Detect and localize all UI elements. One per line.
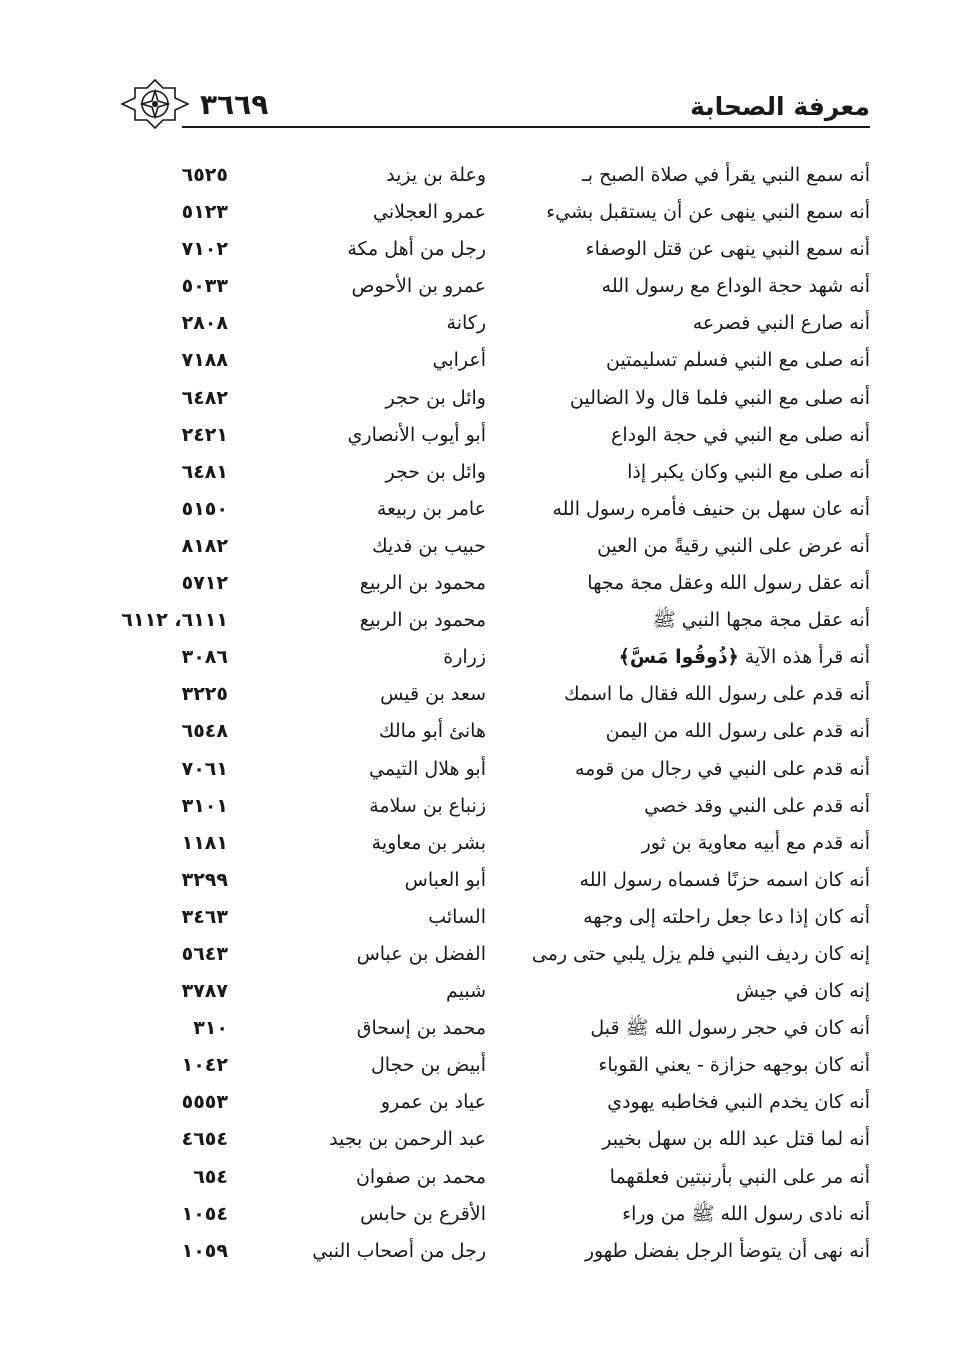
hadith-number: ٣٢٢٥: [181, 683, 228, 706]
narrator-name: أبو أيوب الأنصاري: [347, 423, 486, 446]
narrator-name: رجل من أصحاب النبي: [312, 1239, 486, 1262]
narrator-name: هانئ أبو مالك: [378, 720, 486, 743]
table-row: [118, 1234, 870, 1271]
hadith-text: [580, 867, 870, 893]
hadith-text: [532, 941, 870, 967]
narrator-name: وائل بن حجر: [385, 460, 486, 483]
table-row: [118, 1160, 870, 1197]
narrator-name: وعلة بن يزيد: [386, 164, 486, 186]
narrator-name: عمرو العجلاني: [373, 201, 486, 224]
narrator-name: أبو العباس: [404, 868, 486, 891]
hadith-text-main: أنه عان سهل بن حنيف فأمره رسول الله: [552, 497, 870, 520]
hadith-text: [583, 904, 870, 930]
ornament-icon: [118, 78, 192, 130]
hadith-text: [622, 1201, 870, 1227]
hadith-text-main: أنه شهد حجة الوداع مع رسول الله: [601, 275, 870, 298]
hadith-number: ٦٥٤٨: [181, 720, 228, 743]
hadith-text: [736, 978, 870, 1004]
hadith-text-main: أنه قرأ هذه الآية: [744, 646, 870, 669]
hadith-text: [587, 570, 870, 596]
hadith-text: [570, 385, 870, 411]
hadith-text-main: أنه لما قتل عبد الله بن سهل بخيبر: [602, 1128, 870, 1151]
hadith-text: [610, 1164, 870, 1190]
hadith-text-main: إنه كان رديف النبي فلم يزل يلبي حتى رمى: [531, 942, 870, 965]
hadith-text: [546, 199, 870, 225]
index-table: [118, 158, 870, 1271]
narrator-name: السائب: [428, 905, 486, 928]
hadith-text-main: أنه كان في حجر رسول الله ﷺ قبل: [590, 1017, 870, 1040]
hadith-text: [693, 310, 870, 336]
hadith-text-main: أنه صارع النبي فصرعه: [692, 312, 870, 335]
hadith-text: [644, 793, 870, 819]
hadith-number: ٢٤٢١: [181, 423, 228, 446]
narrator-name: أبو هلال التيمي: [369, 757, 486, 780]
table-row: [118, 566, 870, 603]
hadith-number: ٦٤٨٢: [181, 386, 228, 409]
narrator-name: شبيم: [445, 980, 486, 1003]
table-row: [118, 492, 870, 529]
table-row: [118, 603, 870, 640]
hadith-text: [598, 1052, 870, 1078]
hadith-number: ٣٧٨٧: [181, 980, 228, 1003]
narrator-name: عامر بن ربيعة: [376, 497, 486, 520]
quran-verse: ﴿ذُوقُوا مَسَّ﴾: [618, 646, 739, 669]
table-row: [118, 1011, 870, 1048]
table-row: [118, 677, 870, 714]
table-row: [118, 789, 870, 826]
narrator-name: محمد بن صفوان: [355, 1165, 486, 1188]
hadith-text: [564, 681, 870, 707]
hadith-number: ٦٥٢٥: [181, 164, 228, 186]
table-row: [118, 529, 870, 566]
hadith-text: [575, 756, 870, 782]
hadith-number: ١٠٤٢: [181, 1054, 228, 1077]
hadith-number: ٥٥٥٣: [181, 1091, 228, 1114]
hadith-text-main: أنه صلى مع النبي فسلم تسليمتين: [605, 349, 870, 372]
table-row: [118, 306, 870, 343]
hadith-number: ٣٤٦٣: [181, 905, 228, 928]
table-row: [118, 937, 870, 974]
table-row: [118, 158, 870, 195]
hadith-number: ٧١٨٨: [181, 349, 228, 372]
hadith-text-main: أنه كان إذا دعا جعل راحلته إلى وجهه: [583, 905, 870, 928]
narrator-name: زرارة: [443, 646, 486, 669]
hadith-text-main: أنه قدم على رسول الله فقال ما اسمك: [563, 683, 870, 706]
header-rule: [182, 126, 870, 128]
narrator-name: زنباع بن سلامة: [369, 794, 486, 817]
hadith-text-main: أنه قدم مع أبيه معاوية بن ثور: [641, 831, 870, 854]
hadith-number: ٦٥٤: [193, 1165, 228, 1188]
hadith-text-main: أنه صلى مع النبي في حجة الوداع: [611, 423, 870, 446]
hadith-text: [602, 1126, 870, 1152]
narrator-name: حبيب بن فديك: [371, 534, 486, 557]
table-row: [118, 418, 870, 455]
hadith-number: ٣١٠: [193, 1017, 228, 1040]
hadith-number: ٣٢٩٩: [181, 868, 228, 891]
hadith-text-main: أنه كان بوجهه حزازة - يعني القوباء: [598, 1054, 870, 1077]
book-title: معرفة الصحابة: [690, 92, 870, 121]
table-row: [118, 640, 870, 677]
hadith-text-main: أنه قدم على النبي وقد خصي: [644, 794, 870, 817]
hadith-text: [586, 236, 870, 262]
hadith-text: [602, 273, 870, 299]
hadith-number: ٣١٠١: [181, 794, 228, 817]
narrator-name: ركانة: [446, 312, 486, 335]
hadith-text-main: إنه كان في جيش: [735, 980, 870, 1003]
page-header: [118, 78, 870, 130]
hadith-number: ١١٨١: [181, 831, 228, 854]
table-row: [118, 900, 870, 937]
table-row: [118, 195, 870, 232]
narrator-name: الأقرع بن حابس: [360, 1202, 486, 1225]
narrator-name: عبد الرحمن بن بجيد: [329, 1128, 486, 1151]
table-row: [118, 232, 870, 269]
hadith-text: [585, 1238, 870, 1264]
narrator-name: أعرابي: [432, 349, 486, 372]
hadith-text: [611, 422, 870, 448]
table-row: [118, 269, 870, 306]
hadith-number: ٥١٥٠: [181, 497, 228, 520]
hadith-text-main: أنه نهى أن يتوضأ الرجل بفضل طهور: [584, 1239, 870, 1262]
hadith-number: ٦٤٨١: [181, 460, 228, 483]
hadith-number: ٥١٢٣: [181, 201, 228, 224]
table-row: [118, 714, 870, 751]
hadith-number: ٤٦٥٤: [181, 1128, 228, 1151]
hadith-text-main: أنه عرض على النبي رقيةً من العين: [597, 534, 870, 557]
narrator-name: عمرو بن الأحوص: [351, 275, 486, 298]
hadith-text-main: أنه صلى مع النبي فلما قال ولا الضالين: [569, 386, 870, 409]
hadith-text: [642, 830, 870, 856]
narrator-name: سعد بن قيس: [380, 683, 486, 706]
narrator-name: محمود بن الربيع: [359, 609, 486, 632]
hadith-text: [627, 459, 870, 485]
hadith-number: ١٠٥٩: [181, 1239, 228, 1262]
hadith-text-main: أنه كان يخدم النبي فخاطبه يهودي: [607, 1091, 870, 1114]
hadith-number: ٢٨٠٨: [181, 312, 228, 335]
hadith-number: ١٠٥٤: [181, 1202, 228, 1225]
hadith-text-main: أنه سمع النبي يقرأ في صلاة الصبح بـ: [582, 164, 870, 186]
hadith-number: ٧٠٦١: [181, 757, 228, 780]
hadith-text-main: أنه سمع النبي ينهى عن قتل الوصفاء: [585, 238, 870, 261]
hadith-text-main: أنه كان اسمه حزنًا فسماه رسول الله: [579, 868, 870, 891]
hadith-number: ٣٠٨٦: [181, 646, 228, 669]
hadith-number: ٧١٠٢: [181, 238, 228, 261]
hadith-text-main: أنه صلى مع النبي وكان يكبر إذا: [627, 460, 870, 483]
table-row: [118, 1197, 870, 1234]
hadith-number: ٥٦٤٣: [181, 942, 228, 965]
table-row: [118, 455, 870, 492]
table-row: [118, 1085, 870, 1122]
hadith-text: [552, 496, 870, 522]
narrator-name: عياد بن عمرو: [380, 1091, 486, 1114]
table-row: [118, 863, 870, 900]
table-row: [118, 1122, 870, 1159]
narrator-name: أبيض بن حجال: [370, 1054, 486, 1077]
hadith-number: ٦١١١، ٦١١٢: [121, 609, 228, 632]
narrator-name: بشر بن معاوية: [371, 831, 486, 854]
hadith-text: [606, 347, 870, 373]
table-row: [118, 974, 870, 1011]
hadith-number: ٥٠٣٣: [181, 275, 228, 298]
narrator-name: رجل من أهل مكة: [347, 238, 486, 261]
hadith-text: [653, 607, 870, 633]
narrator-name: وائل بن حجر: [385, 386, 486, 409]
hadith-text: [607, 1089, 870, 1115]
hadith-text-main: أنه عقل رسول الله وعقل مجة مجها: [587, 572, 870, 595]
page-number: ٣٦٦٩: [200, 88, 269, 121]
hadith-text-main: أنه مر على النبي بأرنبتين فعلقهما: [609, 1165, 870, 1188]
narrator-name: محمود بن الربيع: [359, 572, 486, 595]
table-row: [118, 826, 870, 863]
hadith-text: [606, 718, 870, 744]
narrator-name: محمد بن إسحاق: [356, 1017, 486, 1040]
narrator-name: الفضل بن عباس: [356, 942, 486, 965]
hadith-text-main: أنه نادى رسول الله ﷺ من وراء: [622, 1202, 870, 1225]
hadith-number: ٥٧١٢: [181, 572, 228, 595]
table-row: [118, 343, 870, 380]
hadith-text-main: أنه سمع النبي ينهى عن أن يستقبل بشيء: [546, 201, 870, 224]
hadith-text: [619, 644, 870, 670]
table-row: [118, 1048, 870, 1085]
hadith-text: [582, 162, 870, 188]
hadith-text-main: أنه قدم على النبي في رجال من قومه: [574, 757, 870, 780]
hadith-text-main: أنه عقل مجة مجها النبي ﷺ: [652, 609, 870, 632]
hadith-text: [590, 1015, 870, 1041]
hadith-text-main: أنه قدم على رسول الله من اليمن: [605, 720, 870, 743]
table-row: [118, 752, 870, 789]
hadith-text: [597, 533, 870, 559]
table-row: [118, 381, 870, 418]
hadith-number: ٨١٨٢: [181, 534, 228, 557]
